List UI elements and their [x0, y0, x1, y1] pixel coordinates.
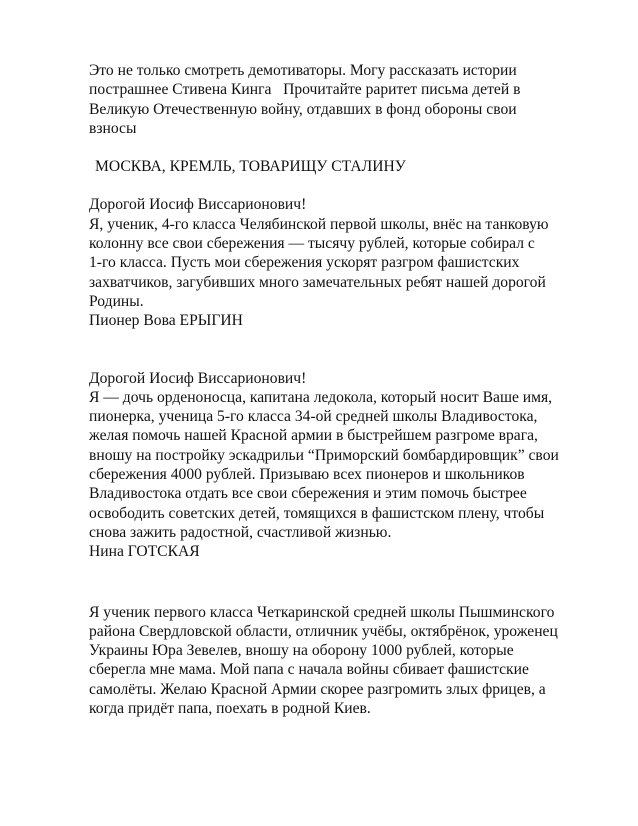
- letter-line: Родины.: [89, 292, 144, 310]
- letter-line: Я ученик первого класса Четкаринской средней школы Пышминского: [89, 603, 555, 621]
- letter-line: пионерка, ученица 5-го класса 34-ой средней школы Владивостока,: [89, 408, 538, 426]
- letter-line: Владивостока отдать все свои сбережения и этим помочь быстрее: [89, 485, 527, 503]
- intro-line: пострашнее Стивена Кинга Прочитайте раритет письма детей в: [89, 81, 521, 99]
- intro-paragraph: [89, 61, 609, 138]
- intro-line: Это не только смотреть демотиваторы. Могу рассказать истории: [89, 62, 517, 79]
- intro-line: взносы: [89, 119, 137, 137]
- letter-3: [89, 603, 609, 719]
- letter-line: Я — дочь орденоносца, капитана ледокола, который носит Ваше имя,: [89, 388, 553, 406]
- letter-line: захватчиков, загубивших много замечательных ребят нашей дорогой: [89, 273, 546, 291]
- letter-1: [89, 195, 609, 330]
- letters-heading: МОСКВА, КРЕМЛЬ, ТОВАРИЩУ СТАЛИНУ: [95, 158, 406, 176]
- letter-line: освободить советских детей, томящихся в фашистском плену, чтобы: [89, 504, 545, 522]
- letter-line: самолёты. Желаю Красной Армии скорее разгромить злых фрицев, а: [89, 680, 546, 698]
- letter-line: Я, ученик, 4-го класса Челябинской первой школы, внёс на танковую: [89, 215, 549, 233]
- letter-line: района Свердловской области, отличник учёбы, октябрёнок, уроженец: [89, 622, 558, 640]
- letter-line: когда придёт папа, поехать в родной Киев.: [89, 700, 371, 718]
- letter-line: сбережения 4000 рублей. Призываю всех пионеров и школьников: [89, 466, 525, 484]
- letter-signature: Нина ГОТСКАЯ: [89, 543, 200, 561]
- letter-line: Украины Юра Зевелев, вношу на оборону 1000 рублей, которые: [89, 642, 514, 660]
- letter-line: желая помочь нашей Красной армии в быстрейшем разгроме врага,: [89, 427, 538, 445]
- letter-greeting: Дорогой Иосиф Виссарионович!: [89, 369, 307, 387]
- letter-signature: Пионер Вова ЕРЫГИН: [89, 312, 243, 330]
- letter-2: [89, 369, 609, 562]
- letter-line: снова зажить радостной, счастливой жизнью.: [89, 523, 392, 541]
- letter-greeting: Дорогой Иосиф Виссарионович!: [89, 196, 307, 214]
- letter-line: колонну все свои сбережения — тысячу рублей, которые собирал с: [89, 235, 535, 253]
- letter-line: вношу на постройку эскадрильи “Приморский бомбардировщик” свои: [89, 446, 559, 464]
- letter-line: 1-го класса. Пусть мои сбережения ускорят разгром фашистских: [89, 254, 520, 272]
- document-page: [89, 61, 609, 718]
- letter-line: сберегла мне мама. Мой папа с начала войны сбивает фашистские: [89, 661, 529, 679]
- intro-line: Великую Отечественную войну, отдавших в фонд обороны свои: [89, 100, 517, 118]
